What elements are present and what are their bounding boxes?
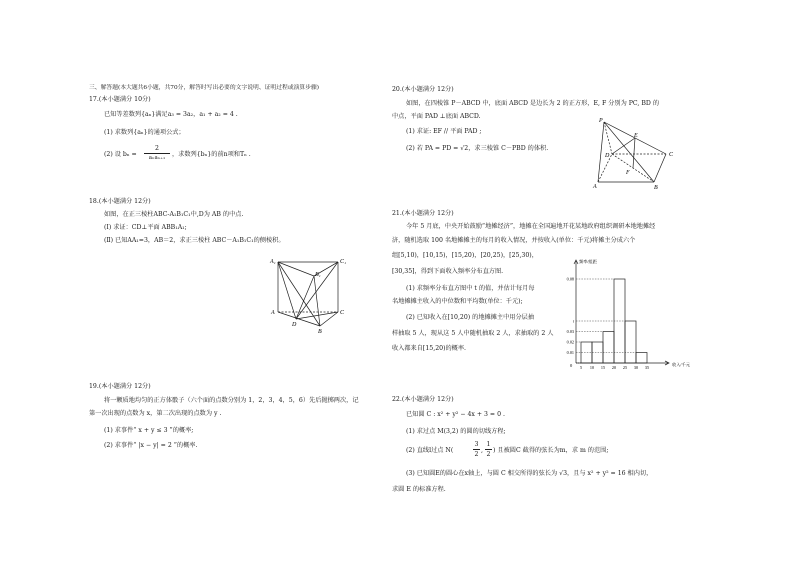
histogram-bar-5 bbox=[625, 321, 636, 363]
label-F: F bbox=[626, 170, 630, 176]
x-axis-label: 收入/千元 bbox=[672, 362, 690, 367]
x-tick-label: 35 bbox=[644, 365, 650, 370]
q22-part3-line1: (3) 已知圆E的圆心在x轴上，与圆 C 相交所得的弦长为 √3，且与 x² + y² = 16 相内切， bbox=[406, 470, 653, 477]
q22-frac1-denominator: 2 bbox=[474, 451, 479, 458]
y-tick-label: 0.02 bbox=[566, 339, 574, 345]
q18-part1: (Ⅰ) 求证：CD⊥平面 ABB₁A₁; bbox=[104, 224, 187, 231]
label-C: C bbox=[669, 152, 674, 158]
q21-part2-line3: 收入都来自[15,20)的概率. bbox=[392, 345, 467, 352]
q21-intro-line4: [30,35]，得到下面收入频率分布直方图. bbox=[392, 268, 504, 275]
q19-part1: (1) 求事件“ x + y ≤ 3 ”的概率; bbox=[104, 427, 194, 434]
q21-part2-line2: 样抽取 5 人，现从这 5 人中随机抽取 2 人，求抽取的 2 人 bbox=[392, 330, 554, 337]
q19-part2: (2) 求事件“ |x − y| = 2 ”的概率. bbox=[104, 442, 198, 449]
label-E: E bbox=[634, 133, 638, 139]
q22-comma: , bbox=[481, 447, 483, 454]
label-C: C bbox=[340, 310, 345, 316]
x-tick-label: 20 bbox=[611, 365, 617, 370]
y-tick-label: 0.08 bbox=[566, 276, 574, 282]
y-tick-label: 0.03 bbox=[566, 329, 574, 334]
q22-frac1-bar bbox=[473, 449, 480, 450]
prism-figure bbox=[268, 254, 358, 335]
x-tick-label: 5 bbox=[579, 365, 583, 370]
q17-frac-bar bbox=[144, 153, 170, 154]
q22-part2-tail: ) 且被圆C 截得的弦长为m，求 m 的范围; bbox=[493, 447, 609, 454]
q20-part1: (1) 求证: EF // 平面 PAD ; bbox=[406, 128, 482, 135]
q21-part2-line1: (2) 已知收入在[10,20) 的地摊摊主中用分层抽 bbox=[406, 314, 535, 321]
q17-frac-numerator: 2 bbox=[155, 145, 159, 152]
q21-part1-line1: (1) 求频率分布直方图中 t 的值，并估计每月每 bbox=[406, 285, 535, 292]
q21-part1-line2: 名地摊摊主收入的中位数和平均数(单位：千元); bbox=[392, 298, 523, 305]
pyramid-figure bbox=[590, 116, 690, 194]
label-B: B bbox=[654, 185, 658, 191]
q18-title: 18.(本小题满分 12分) bbox=[89, 198, 151, 205]
q19-title: 19.(本小题满分 12分) bbox=[89, 383, 151, 390]
label-C1: C₁ bbox=[340, 259, 347, 265]
q20-title: 20.(本小题满分 12分) bbox=[392, 86, 454, 93]
q22-part2-lead: (2) 直线l过点 N( bbox=[406, 447, 454, 454]
q22-frac2-denominator: 2 bbox=[486, 451, 491, 458]
q22-frac1-numerator: 3 bbox=[474, 441, 479, 448]
x-tick-label: 15 bbox=[600, 365, 606, 370]
label-P: P bbox=[599, 118, 603, 124]
q19-intro-line1: 将一颗质地均匀的正方体骰子（六个面的点数分别为 1，2，3，4，5，6）先后抛掷两次，记 bbox=[104, 397, 359, 404]
q20-intro-line2: 中点，平面 PAD ⊥底面 ABCD. bbox=[392, 113, 481, 120]
label-A: A bbox=[271, 310, 275, 316]
q22-part3-line2: 求圆 E 的标准方程. bbox=[392, 486, 446, 493]
q21-intro-line3: 组[5,10)，[10,15)，[15,20)，[20,25)，[25,30)， bbox=[392, 252, 538, 259]
q21-intro-line2: 济，随机选取 100 名地摊摊主的每月的收入情况，并按收入(单位：千元)将摊主分成六个 bbox=[392, 237, 636, 244]
histogram-bar-3 bbox=[603, 332, 614, 364]
x-tick-label: 25 bbox=[622, 365, 628, 370]
x-tick-label: 30 bbox=[633, 365, 639, 370]
q22-frac2-bar bbox=[485, 449, 492, 450]
q20-intro-line1: 如图，在四棱锥 P－ABCD 中，底面 ABCD 是边长为 2 的正方形，E, F 分别为 PC, BD 的 bbox=[406, 100, 660, 107]
q17-title: 17.(本小题满分 10分) bbox=[89, 96, 151, 103]
q17-intro: 已知等差数列{aₙ}满足a₃ = 3a₂，a₁ + a₂ = 4 . bbox=[104, 111, 238, 118]
q18-intro: 如图，在正三棱柱ABC-A₁B₁C₁中,D为 AB 的中点. bbox=[104, 211, 244, 218]
y-tick-label: t bbox=[572, 318, 574, 324]
q22-title: 22.(本小题满分 12分) bbox=[392, 396, 454, 403]
label-B: B bbox=[318, 329, 322, 335]
q17-part1: (1) 求数列{aₙ}的通项公式； bbox=[104, 129, 185, 136]
origin-label: 0 bbox=[570, 363, 573, 368]
q17-frac-denominator: aₙaₙ₊₁ bbox=[148, 155, 166, 161]
label-D: D bbox=[605, 153, 610, 159]
y-tick-label: 0.01 bbox=[566, 350, 574, 355]
q22-intro: 已知圆 C : x² + y² − 4x + 3 = 0 . bbox=[406, 411, 505, 418]
x-tick-label: 10 bbox=[589, 365, 595, 370]
q17-part2-lead: (2) 设 bₙ = bbox=[104, 151, 137, 158]
q19-intro-line2: 第一次出现的点数为 x，第二次出现的点数为 y . bbox=[89, 410, 222, 417]
histogram-bar-6 bbox=[636, 353, 647, 364]
income-histogram bbox=[560, 255, 700, 370]
y-axis-label: 频率/组距 bbox=[579, 259, 597, 264]
q17-part2-tail: ，求数列{bₙ}的前n项和Tₙ . bbox=[172, 151, 251, 158]
q18-part2: (Ⅱ) 已知AA₁=3，AB＝2，求正三棱柱 ABC－A₁B₁C₁的侧棱积。 bbox=[104, 237, 285, 244]
label-A1: A₁ bbox=[270, 259, 276, 265]
q22-frac2-numerator: 1 bbox=[486, 441, 491, 448]
label-D: D bbox=[292, 322, 297, 328]
q20-part2: (2) 若 PA = PD = √2，求三棱锥 C－PBD 的体积. bbox=[406, 145, 549, 152]
q21-intro-line1: 今年 5 月底，中央开始鼓励“地摊经济”，地摊在全国遍地开花某地政府组织调研本地地摊经 bbox=[406, 223, 656, 230]
label-B1: B₁ bbox=[315, 272, 321, 278]
q21-title: 21.(本小题满分 12分) bbox=[392, 210, 454, 217]
label-A: A bbox=[593, 184, 597, 190]
section-header: 三、解答题(本大题共6小题，共70分，解答时写出必要的文字说明、证明过程或演算步骤) bbox=[89, 85, 320, 91]
q22-part1: (1) 求过点 M(3,2) 的圆的切线方程; bbox=[406, 428, 506, 435]
